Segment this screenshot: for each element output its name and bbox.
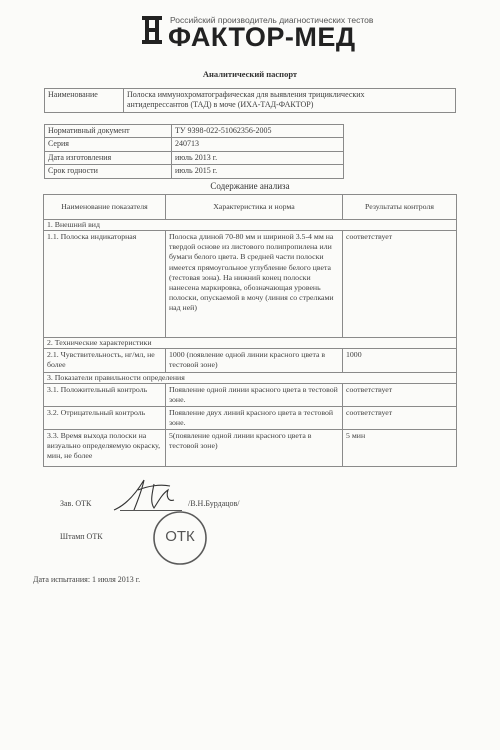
meta-value: июль 2013 г. [172,151,344,164]
section-row [44,338,457,349]
row-norm: Появление двух линий красного цвета в тестовой зоне. [166,406,343,429]
head-label: Зав. ОТК [60,499,92,508]
row-name: 3.1. Положительный контроль [44,383,166,406]
row-result: соответствует [343,383,457,406]
row-name: 3.2. Отрицательный контроль [44,406,166,429]
product-name-line1: Полоска иммунохроматографическая для выявления трициклических [127,90,365,99]
stamp-label: Штамп ОТК [60,532,103,541]
row-result: соответствует [343,231,457,338]
company-tagline: Российский производитель диагностических тестов [170,15,374,25]
meta-label: Срок годности [45,165,172,178]
head-name: /В.Н.Бурдацов/ [188,499,240,508]
section-title: 3. Показатели правильности определения [44,372,457,383]
product-name-table [44,88,456,113]
table-row [44,406,457,429]
table-row [44,430,457,467]
stamp-text: ОТК [165,528,195,545]
section-title: 1. Внешний вид [44,220,457,231]
table-row [44,231,457,338]
row-norm: 1000 (появление одной линии красного цвета в тестовой зоне) [166,349,343,372]
meta-value: ТУ 9398-022-51062356-2005 [172,125,344,138]
column-header: Результаты контроля [343,195,457,220]
row-norm: Появление одной линии красного цвета в тестовой зоне. [166,383,343,406]
meta-value: июль 2015 г. [172,165,344,178]
product-name-value [124,89,456,113]
meta-row [45,138,344,151]
row-name: 1.1. Полоска индикаторная [44,231,166,338]
table-row [44,349,457,372]
column-header: Наименование показателя [44,195,166,220]
document-title: Аналитический паспорт [202,69,298,79]
section-row [44,372,457,383]
meta-row [45,125,344,138]
column-header: Характеристика и норма [166,195,343,220]
table-row [44,383,457,406]
row-norm: 5(появление одной линии красного цвета в тестовой зоне) [166,430,343,467]
meta-label: Серия [45,138,172,151]
meta-row [45,165,344,178]
meta-value: 240713 [172,138,344,151]
row-result: соответствует [343,406,457,429]
meta-label: Нормативный документ [45,125,172,138]
product-name-label: Наименование [45,89,124,113]
row-result: 1000 [343,349,457,372]
otk-stamp [150,508,210,568]
analysis-table [43,194,457,467]
meta-table [44,124,344,179]
row-name: 2.1. Чувствительность, нг/мл, не более [44,349,166,372]
section-row [44,220,457,231]
row-name: 3.3. Время выхода полоски на визуально определяемую окраску, мин, не более [44,430,166,467]
row-result: 5 мин [343,430,457,467]
meta-row [45,151,344,164]
company-brand: ФАКТОР-МЕД [168,22,356,52]
product-name-line2: антидепрессантов (ТАД) в моче (ИХА-ТАД-ФАКТОР) [127,100,314,110]
analysis-title: Содержание анализа [210,181,290,191]
company-logo-icon [141,14,163,46]
section-title: 2. Технические характеристики [44,338,457,349]
test-date: Дата испытания: 1 июля 2013 г. [33,575,141,584]
row-norm: Полоска длиной 70-80 мм и шириной 3.5-4 мм на твердой основе из листового полипропилена или бумаги белого цвета. В средней части полоски имеется прямоугольное углубление белого цвета (тестовая зона). На нижний конец полоски нанесена маркировка, обозначающая уровень полоски, опускаемой в мочу (линия со стрелками над ней) [166,231,343,338]
meta-label: Дата изготовления [45,151,172,164]
analysis-header-row [44,195,457,220]
